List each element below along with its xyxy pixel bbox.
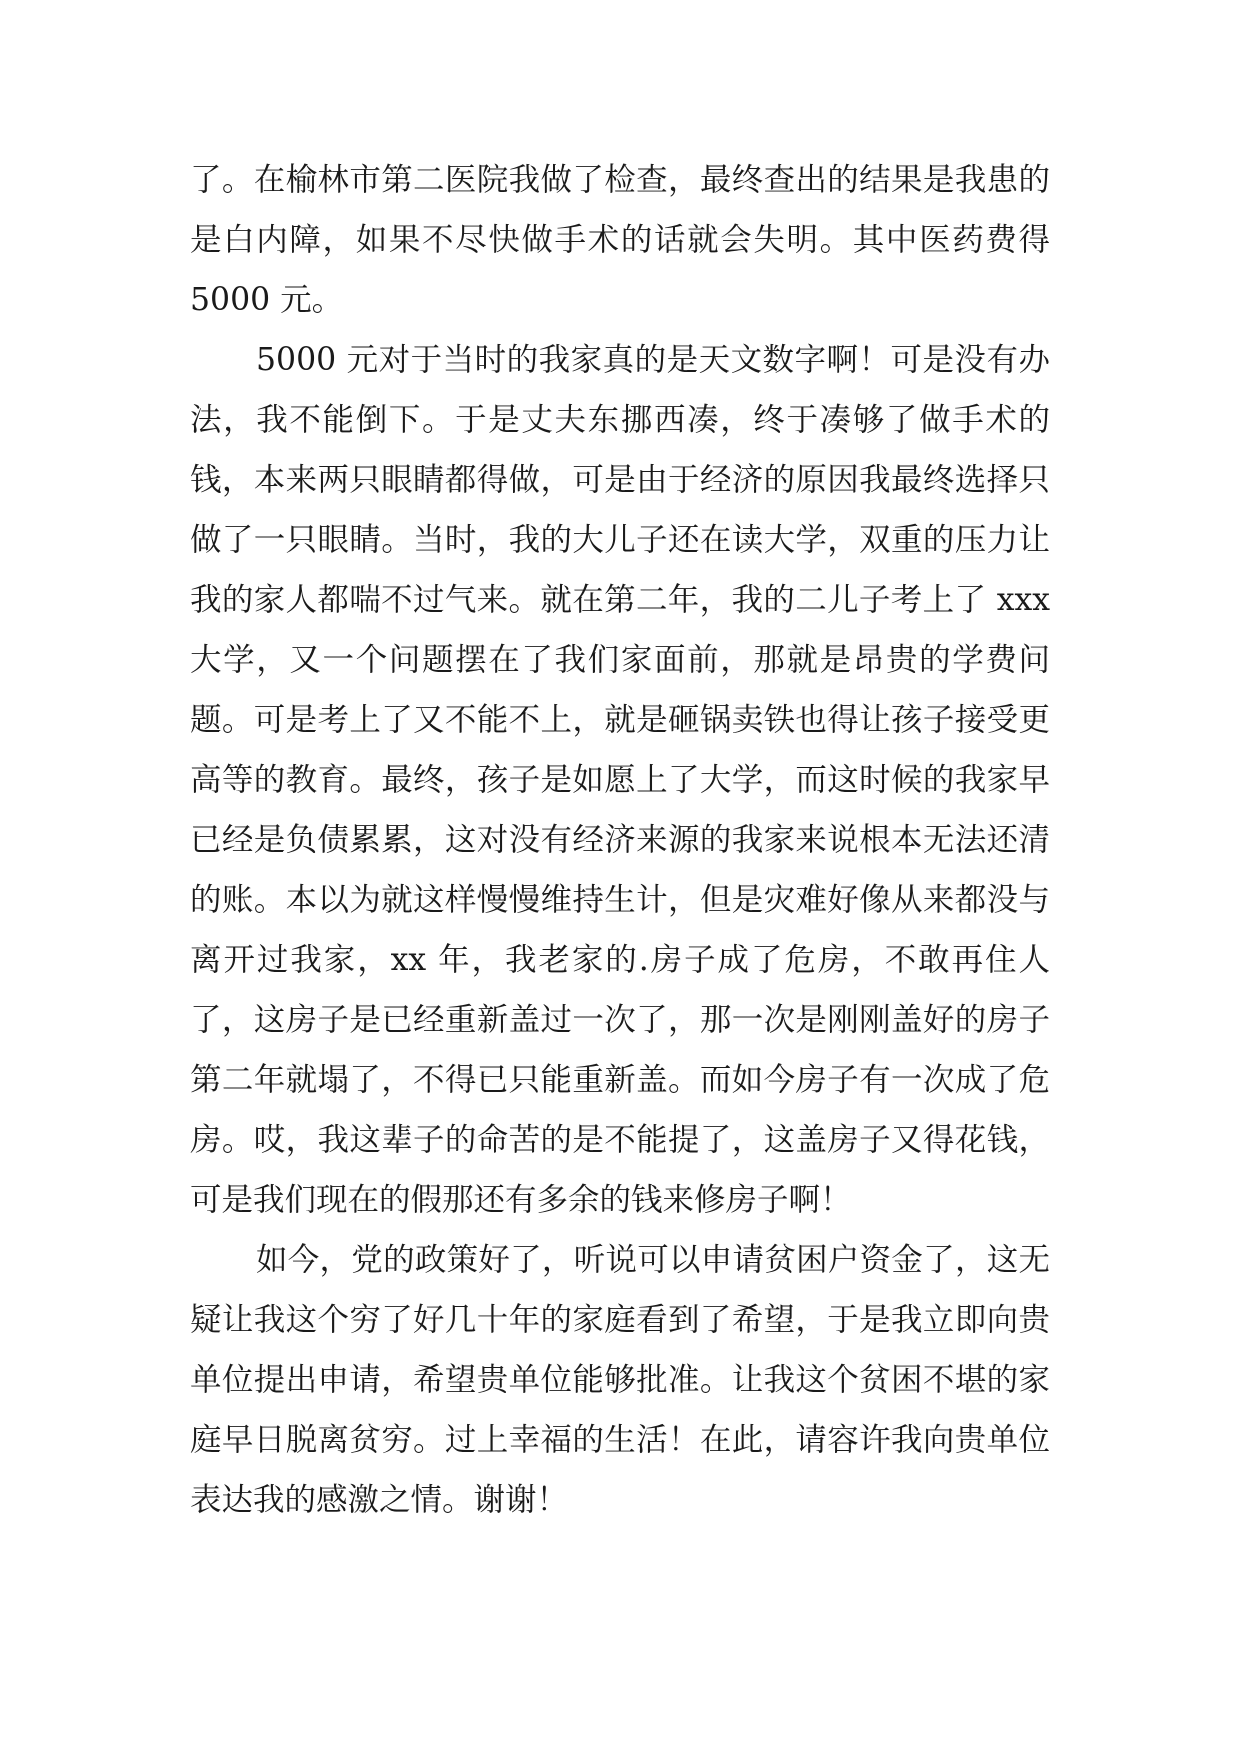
paragraph-1: 了。在榆林市第二医院我做了检查，最终查出的结果是我患的是白内障，如果不尽快做手术的话就会失明。其中医药费得 5000 元。: [190, 162, 1050, 318]
paragraph-3: 如今，党的政策好了，听说可以申请贫困户资金了，这无疑让我这个穷了好几十年的家庭看到了希望，于是我立即向贵单位提出申请，希望贵单位能够批准。让我这个贫困不堪的家庭早日脱离贫穷。过上幸福的生活！在此，请容许我向贵单位表达我的感激之情。谢谢！: [190, 1242, 1050, 1518]
paragraph-2: 5000 元对于当时的我家真的是天文数字啊！可是没有办法，我不能倒下。于是丈夫东挪西凑，终于凑够了做手术的钱，本来两只眼睛都得做，可是由于经济的原因我最终选择只做了一只眼睛。当时，我的大儿子还在读大学，双重的压力让我的家人都喘不过气来。就在第二年，我的二儿子考上了 xxx 大学，又一个问题摆在了我们家面前，那就是昂贵的学费问题。可是考上了又不能不上，就是砸锅卖铁也得让孩子接受更高等的教育。最终，孩子是如愿上了大学，而这时候的我家早已经是负债累累，这对没有经济来源的我家来说根本无法还清的账。本以为就这样慢慢维持生计，但是灾难好像从来都没与离开过我家，xx 年，我老家的.房子成了危房，不敢再住人了，这房子是已经重新盖过一次了，那一次是刚刚盖好的房子第二年就塌了，不得已只能重新盖。而如今房子有一次成了危房。哎，我这辈子的命苦的是不能提了，这盖房子又得花钱，可是我们现在的假那还有多余的钱来修房子啊！: [190, 342, 1050, 1218]
document-body: [190, 150, 1050, 1530]
